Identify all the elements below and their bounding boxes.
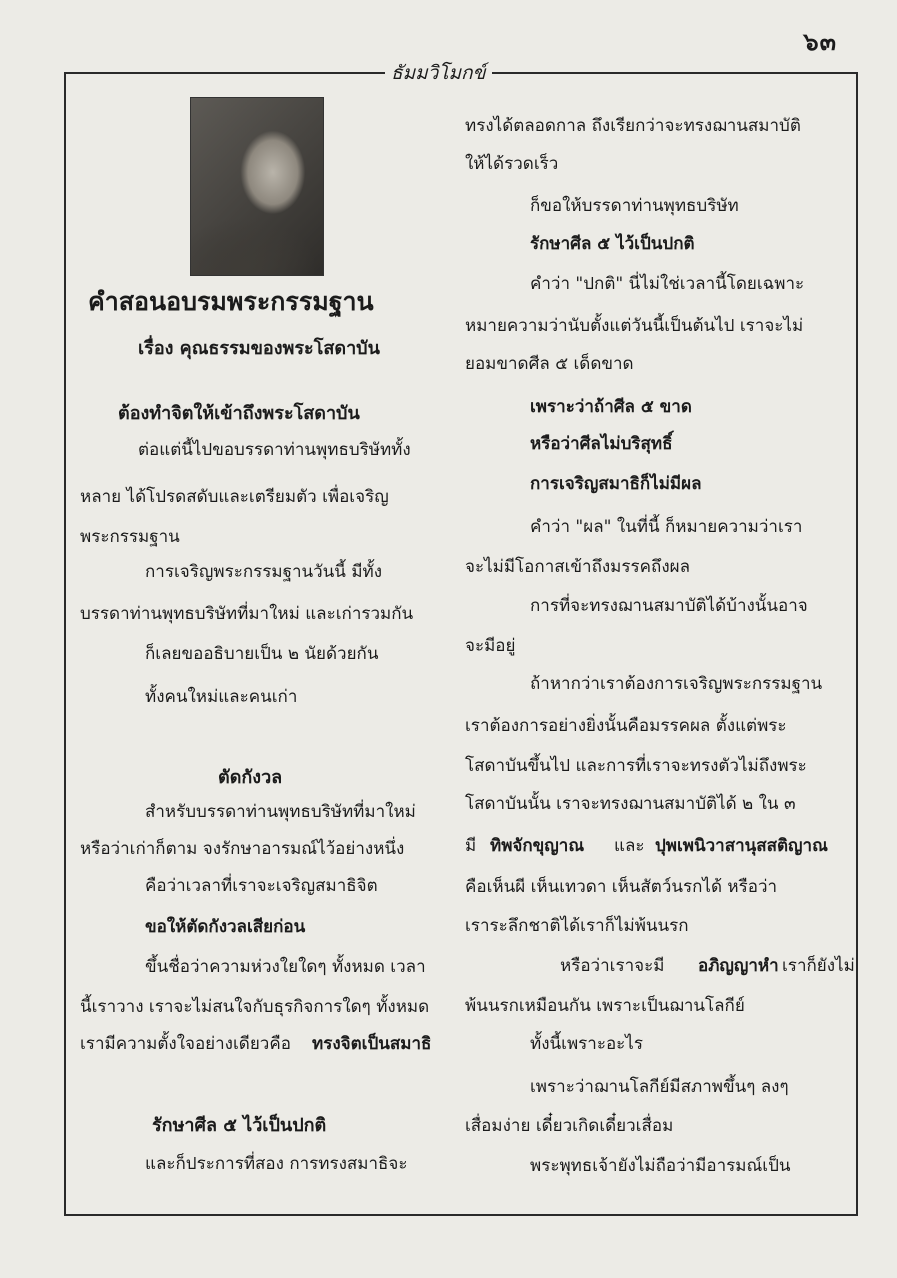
- paragraph-line: ให้ได้รวดเร็ว: [465, 154, 559, 174]
- bold-phrase: ทิพจักขุญาณ: [490, 836, 585, 856]
- paragraph-line: นี้เราวาง เราจะไม่สนใจกับธุรกิจการใดๆ ทั้งหมด: [80, 997, 430, 1017]
- paragraph-line: หมายความว่านับตั้งแต่วันนี้เป็นต้นไป เราจะไม่: [465, 316, 804, 336]
- paragraph-line: พระกรรมฐาน: [80, 527, 180, 547]
- paragraph-line: พระพุทธเจ้ายังไม่ถือว่ามีอารมณ์เป็น: [530, 1156, 791, 1176]
- bold-line: เพราะว่าถ้าศีล ๕ ขาด: [530, 397, 692, 417]
- article-title: คำสอนอบรมพระกรรมฐาน: [88, 287, 374, 316]
- section-heading: ตัดกังวล: [218, 767, 283, 788]
- paragraph-line: ก็เลยขออธิบายเป็น ๒ นัยด้วยกัน: [145, 644, 379, 664]
- paragraph-line: โสดาบันนั้น เราจะทรงฌานสมาบัติได้ ๒ ใน ๓: [465, 794, 796, 814]
- paragraph-line: บรรดาท่านพุทธบริษัทที่มาใหม่ และเก่ารวมกัน: [80, 604, 414, 624]
- header-title: ธัมมวิโมกข์: [385, 58, 492, 88]
- bold-line: หรือว่าศีลไม่บริสุทธิ์: [530, 434, 673, 454]
- paragraph-line: และก็ประการที่สอง การทรงสมาธิจะ: [145, 1154, 408, 1174]
- paragraph-line: การเจริญพระกรรมฐานวันนี้ มีทั้ง: [145, 562, 383, 582]
- paragraph-line: ทรงได้ตลอดกาล ถึงเรียกว่าจะทรงฌานสมาบัติ: [465, 116, 801, 136]
- paragraph-line: คือเห็นผี เห็นเทวดา เห็นสัตว์นรกได้ หรือว่า: [465, 877, 778, 897]
- bold-line: การเจริญสมาธิก็ไม่มีผล: [530, 474, 702, 494]
- paragraph-line: เราต้องการอย่างยิ่งนั้นคือมรรคผล ตั้งแต่พระ: [465, 716, 787, 736]
- article-heading: ต้องทำจิตให้เข้าถึงพระโสดาบัน: [118, 403, 360, 424]
- page-number: ๖๓: [803, 27, 837, 56]
- paragraph-line: เราก็ยังไม่: [782, 956, 855, 976]
- paragraph-line: เราระลึกชาติได้เราก็ไม่พ้นนรก: [465, 916, 689, 936]
- bold-phrase: ทรงจิตเป็นสมาธิ: [312, 1034, 432, 1054]
- paragraph-line: มี: [465, 836, 477, 856]
- paragraph-line: สำหรับบรรดาท่านพุทธบริษัทที่มาใหม่: [145, 802, 416, 822]
- paragraph-line: หลาย ได้โปรดสดับและเตรียมตัว เพื่อเจริญ: [80, 487, 389, 507]
- portrait-photo: [190, 97, 324, 276]
- paragraph-line: คือว่าเวลาที่เราจะเจริญสมาธิจิต: [145, 876, 378, 896]
- paragraph-line: หรือว่าเราจะมี: [560, 956, 665, 976]
- paragraph-line: คำว่า "ปกติ" นี่ไม่ใช่เวลานี้โดยเฉพาะ: [530, 274, 805, 294]
- bold-line: รักษาศีล ๕ ไว้เป็นปกติ: [530, 234, 695, 254]
- paragraph-line: และ: [614, 836, 645, 856]
- article-subtitle: เรื่อง คุณธรรมของพระโสดาบัน: [138, 338, 380, 359]
- paragraph-line: เพราะว่าฌานโลกีย์มีสภาพขึ้นๆ ลงๆ: [530, 1077, 789, 1097]
- bold-line: รักษาศีล ๕ ไว้เป็นปกติ: [152, 1115, 327, 1136]
- paragraph-line: เรามีความตั้งใจอย่างเดียวคือ: [80, 1034, 291, 1054]
- paragraph-line: ขึ้นชื่อว่าความห่วงใยใดๆ ทั้งหมด เวลา: [145, 957, 426, 977]
- paragraph-line: ทั้งคนใหม่และคนเก่า: [145, 687, 298, 707]
- paragraph-line: ทั้งนี้เพราะอะไร: [530, 1034, 643, 1054]
- paragraph-line: พ้นนรกเหมือนกัน เพราะเป็นฌานโลกีย์: [465, 996, 745, 1016]
- paragraph-line: คำว่า "ผล" ในที่นี้ ก็หมายความว่าเรา: [530, 517, 803, 537]
- bold-phrase: ปุพเพนิวาสานุสสติญาณ: [655, 836, 828, 856]
- paragraph-line: โสดาบันขึ้นไป และการที่เราจะทรงตัวไม่ถึงพระ: [465, 756, 807, 776]
- paragraph-line: จะไม่มีโอกาสเข้าถึงมรรคถึงผล: [465, 557, 690, 577]
- bold-phrase: อภิญญาหำ: [698, 956, 779, 976]
- paragraph-line: เสื่อมง่าย เดี๋ยวเกิดเดี๋ยวเสื่อม: [465, 1116, 674, 1136]
- paragraph-line: จะมีอยู่: [465, 636, 516, 656]
- paragraph-line: หรือว่าเก่าก็ตาม จงรักษาอารมณ์ไว้อย่างหนึ่ง: [80, 839, 405, 859]
- paragraph-line: ก็ขอให้บรรดาท่านพุทธบริษัท: [530, 196, 739, 216]
- paragraph-line: การที่จะทรงฌานสมาบัติได้บ้างนั้นอาจ: [530, 596, 808, 616]
- paragraph-line: ถ้าหากว่าเราต้องการเจริญพระกรรมฐาน: [530, 674, 823, 694]
- bold-line: ขอให้ตัดกังวลเสียก่อน: [145, 917, 306, 937]
- paragraph-line: ยอมขาดศีล ๕ เด็ดขาด: [465, 354, 634, 374]
- paragraph-line: ต่อแต่นี้ไปขอบรรดาท่านพุทธบริษัททั้ง: [138, 440, 411, 460]
